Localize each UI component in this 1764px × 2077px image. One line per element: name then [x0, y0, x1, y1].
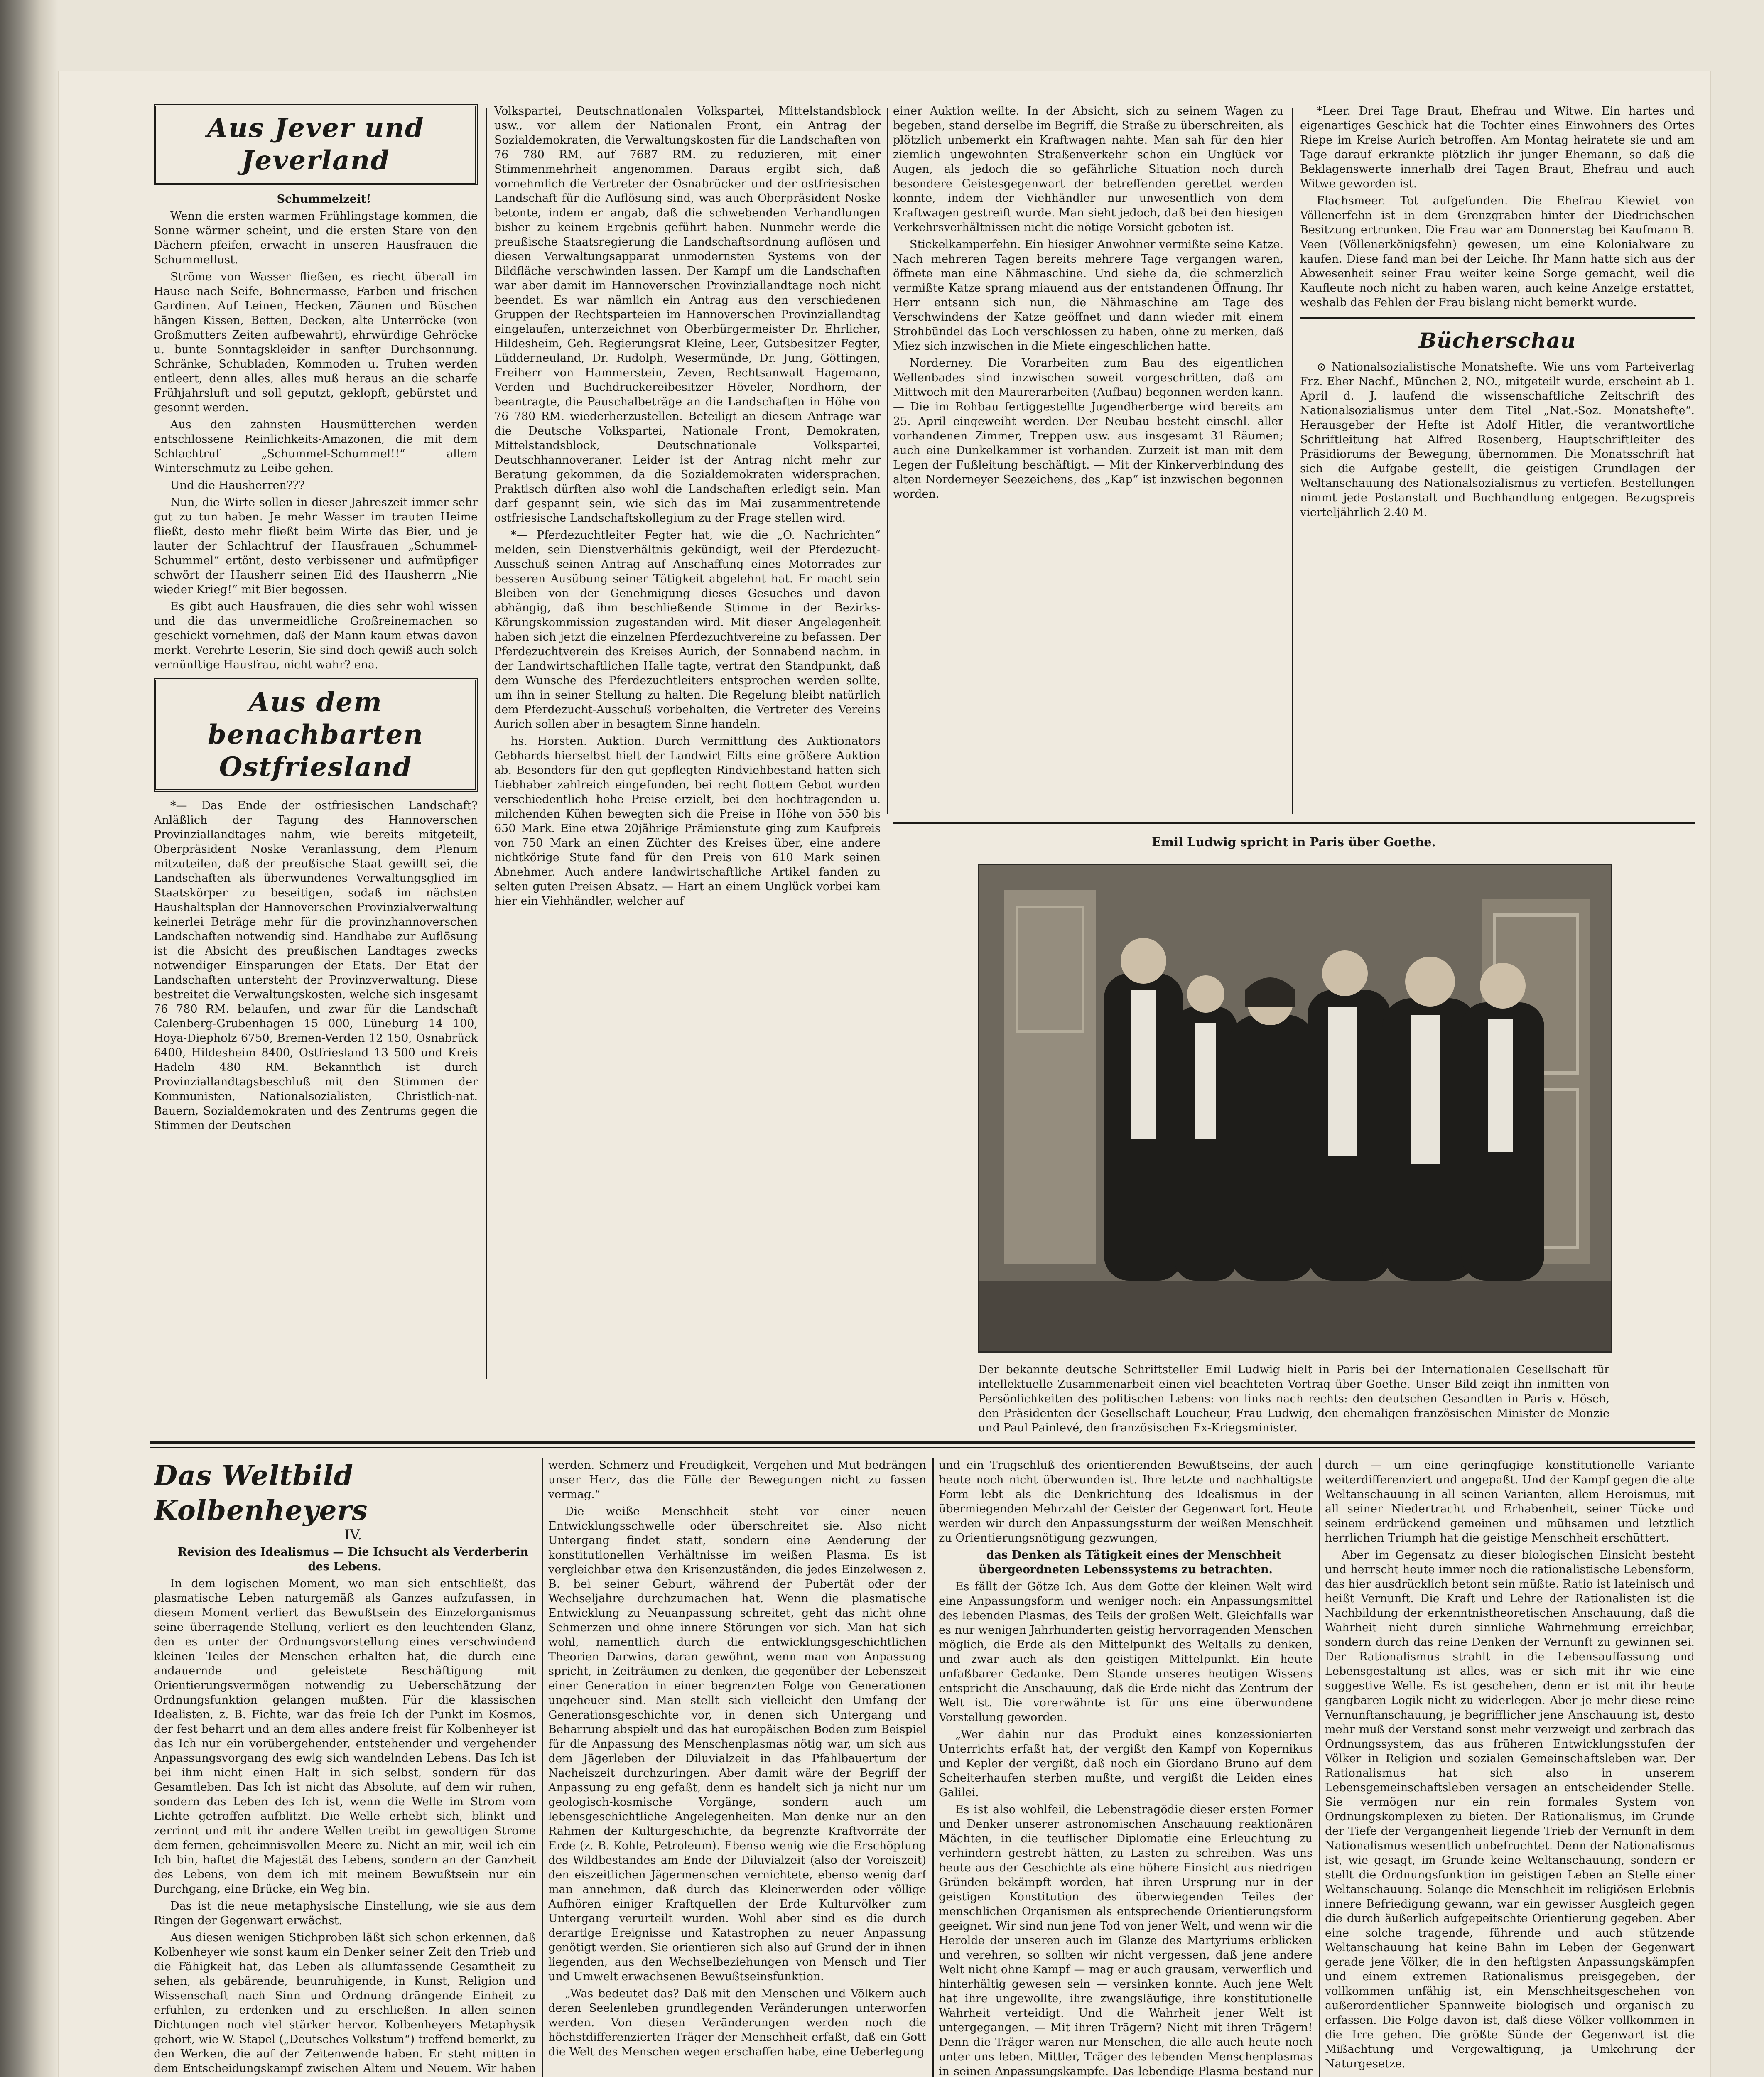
column-landschaft: [494, 104, 881, 1379]
article-paragraph: Nun, die Wirte sollen in dieser Jahreszeit immer sehr gut zu tun haben. Je mehr Wasser im trauten Heime fließt, desto mehr fließt beim Wirte das Bier, und je lauter der Schlachtruf der Hausfrauen „Schummel-Schummel“ ertönt, desto verbissener und aufmüpfiger schwört der Hausherr seinen Eid des Hausherrn „Nie wieder Krieg!“ mit Bier begossen.: [154, 496, 478, 596]
section-divider-thin: [150, 1447, 1695, 1448]
article-paragraph: und ein Trugschluß des orientierenden Bewußtseins, der auch heute noch nicht überwunden ist. Ihre letzte und nachhaltigste Form lebt als die Denkrichtung des Idealismus in der übermiegenden Mehrzahl der Geister der Gegenwart fort. Heute werden wir durch den Anpassungssturm der weißen Menschheit zu Orientierungsnötigung gezwungen,: [939, 1459, 1313, 1544]
article-paragraph: Das ist die neue metaphysische Einstellung, wie sie aus dem Ringen der Gegenwart erwächst.: [154, 1900, 536, 1927]
article-paragraph: *— Das Ende der ostfriesischen Landschaft? Anläßlich der Tagung des Hannoverschen Provinziallandtages nahm, wie bereits mitgeteilt, Oberpräsident Noske Veranlassung, dem Plenum mitzuteilen, daß der preußische Staat gewillt sei, die Landschaften als überwundenes Verwaltungsglied im Staatskörper zu beseitigen, sodaß im nächsten Haushaltsplan der Hannoverschen Provinzialverwaltung keinerlei Beträge mehr für die provinzhannoverschen Landschaften notwendig sind. Handhabe zur Auflösung ist die Absicht des preußischen Landtages zwecks notwendiger Einsparungen der Etats. Der Etat der Landschaften untersteht der Provinzverwaltung. Diese bestreitet die Verwaltungskosten, welche sich insgesamt 76 780 RM. belaufen, und zwar für die Landschaft Calenberg-Grubenhagen 15 000, Lüneburg 14 100, Hoya-Diepholz 6750, Bremen-Verden 12 150, Osnabrück 6400, Hildesheim 8400, Ostfriesland 13 500 und Kreis Hadeln 480 RM. Bekanntlich ist durch Provinziallandtagsbeschluß mit den Stimmen der Kommunisten, Nationalsozialisten, Christlich-nat. Bauern, Sozialdemokraten und des Zentrums gegen die Stimmen der Deutschen: [154, 799, 478, 1132]
article-paragraph: Es fällt der Götze Ich. Aus dem Gotte der kleinen Welt wird eine Anpassungsform und weniger noch: ein Anpassungsmittel des lebenden Plasmas, des Teils der großen Welt. Gleichfalls war es nur wenigen Jahrhunderten geistig hervorragenden Menschen möglich, die Erde als den Mittelpunkt des Weltalls zu denken, und zwar auch als den geistigen Mittelpunkt. Ein heute unfaßbarer Gedanke. Dem Stande unseres heutigen Wissens entspricht die Anschauung, daß die Erde nicht das Zentrum der Welt ist. Die vorerwähnte ist für uns eine überwundene Vorstellung geworden.: [939, 1580, 1313, 1724]
section-rule: [1300, 317, 1695, 323]
article-paragraph: Stickelkamperfehn. Ein hiesiger Anwohner vermißte seine Katze. Nach mehreren Tagen bereits mehrere Tage vergangen waren, öffnete man eine Nähmaschine. Und siehe da, die schmerzlich vermißte Katze sprang miauend aus der entstandenen Öffnung. Ihr Herr entsann sich nun, die Nähmaschine am Tage des Verschwindens der Katze geöffnet und dann wieder mit einem Strohbündel das Loch verschlossen zu haben, ohne zu merken, daß Miez sich inzwischen in die Miete eingeschlichen hatte.: [893, 238, 1283, 353]
column-local-news: [893, 104, 1283, 818]
column-divider: [1292, 108, 1293, 814]
buecherschau-title: Bücherschau: [1418, 328, 1576, 353]
article-paragraph: durch — um eine geringfügige konstitutionelle Variante weiterdifferenziert und angepaßt. Und der Kampf gegen die alte Weltanschauung in all seinen Varianten, allem Heroismus, mit all seiner Niedertracht und Erhabenheit, seiner Tücke und seinem erdrückend gemeinen und mühsamen und letztlich herrlichen Triumph hat die geistige Menschheit erschüttert.: [1325, 1459, 1695, 1544]
header-box-jever: [154, 104, 478, 185]
article-paragraph: Aus den zahnsten Hausmütterchen werden entschlossene Reinlichkeits-Amazonen, die mit dem Schlachtruf „Schummel-Schummel!!“ allem Winterschmutz zu Leibe gehen.: [154, 418, 478, 475]
photo-top-rule: [893, 822, 1695, 824]
article-paragraph: „Was bedeutet das? Daß mit den Menschen und Völkern auch deren Seelenleben grundlegenden Veränderungen unterworfen werden. Von diesen Veränderungen werden noch die höchstdifferenzierten Träger der Menschheit erfaßt, daß ein Gott die Welt des Menschen wegen erschaffen habe, eine Ueberlegung: [548, 1987, 926, 2058]
buecherschau-paragraph: ⊙ Nationalsozialistische Monatshefte. Wie uns vom Parteiverlag Frz. Eher Nachf., München 2, NO., mitgeteilt wurde, erscheint ab 1. April d. J. laufend die wissenschaftliche Zeitschrift des Nationalsozialismus unter dem Titel „Nat.-Soz. Monatshefte“. Herausgeber der Hefte ist Adolf Hitler, die verantwortliche Schriftleitung hat Alfred Rosenberg, Hauptschriftleiter des Präsidiorums der Bewegung, übernommen. Die Monatsschrift hat sich die Aufgabe gestellt, die geistigen Grundlagen der Weltanschauung des Nationalsozialismus zu vertiefen. Bestellungen nimmt jede Postanstalt und Buchhandlung entgegen. Bezugspreis vierteljährlich 2.40 M.: [1300, 361, 1695, 519]
article-emphasis: das Denken als Tätigkeit eines der Menschheit übergeordneten Lebenssystems zu betrachten.: [979, 1549, 1282, 1576]
section-header-ostfriesland: Aus dem benachbarten Ostfriesland: [208, 687, 424, 783]
column-divider: [1319, 1458, 1320, 2077]
book-binding-edge: [0, 0, 58, 2077]
article-paragraph: Ströme von Wasser fließen, es riecht überall im Hause nach Seife, Bohnermasse, Farben und frischen Gardinen. Auf Leinen, Hecken, Zäunen und Büschen hängen Kissen, Betten, Decken, alte Unterröcke (von Großmutters Zeiten aufbewahrt), ehrwürdige Gehröcke u. bunte Sonntagskleider in sanfter Durchsonnung. Schränke, Schubladen, Kommoden u. Truhen werden entleert, denn alles, alles muß heraus an die scharfe Frühjahrsluft und soll geputzt, geklopft, gebürstet und gesonnt werden.: [154, 270, 478, 414]
article-paragraph: werden. Schmerz und Freudigkeit, Vergehen und Mut bedrängen unser Herz, das die Fülle der Bewegungen nicht zu fassen vermag.“: [548, 1459, 926, 1501]
column-leer-buecherschau: [1300, 104, 1695, 818]
article-paragraph: hs. Horsten. Auktion. Durch Vermittlung des Auktionators Gebhards hierselbst hielt der Landwirt Eilts eine größere Auktion ab. Besonders für den gut gepflegten Rindviehbestand hatten sich Liebhaber zahlreich eingefunden, bei recht flottem Gebot wurden verschiedentlich hohe Preise erzielt, bei den hochtragenden u. milchenden Kühen bewegten sich die Preise in Höhe von 550 bis 650 Mark. Eine etwa 20jährige Prämienstute ging zum Kaufpreis von 750 Mark an einen Züchter des Kreises über, eine andere nichtkörige Stute fand für den Preis von 610 Mark seinen Abnehmer. Auch andere landwirtschaftliche Artikel fanden zu selten guten Preisen Absatz. — Hart an einem Unglück vorbei kam hier ein Viehhändler, welcher auf: [494, 735, 881, 908]
photo-title: Emil Ludwig spricht in Paris über Goethe.: [1152, 835, 1436, 849]
article-paragraph: Aus diesen wenigen Stichproben läßt sich schon erkennen, daß Kolbenheyer wie sonst kaum ein Denker seiner Zeit den Trieb und die Fähigkeit hat, das Leben als allumfassende Gesamtheit zu sehen, als gebärende, beunruhigende, in Kunst, Religion und Wissenschaft nach Sinn und Ordnung drängende Einheit zu erfühlen, zu erdenken und zu erschließen. In allen seinen Dichtungen noch viel stärker hervor. Kolbenheyers Metaphysik gehört, wie W. Stapel („Deutsches Volkstum“) treffend bemerkt, zu den Werken, die auf der Zeitenwende haben. Er steht mitten in dem Entscheidungskampf zwischen Altem und Neuem. Wir haben: [154, 1931, 536, 2075]
column-divider: [887, 108, 888, 814]
photo-caption: [978, 1363, 1609, 1437]
article-paragraph: Die weiße Menschheit steht vor einer neuen Entwicklungsschwelle oder überschreitet sie. Also nicht Untergang findet statt, sondern eine Aenderung der konstitutionellen Verhältnisse im weißen Plasma. Es ist vergleichbar etwa den Krisenzuständen, die jedes Einzelwesen z. B. bei seiner Geburt, während der Pubertät oder der Wechseljahre durchzumachen hat. Wenn die plasmatische Entwicklung zu Neuanpassung schreitet, geht das nicht ohne Schmerzen und ohne innere Störungen vor sich. Man hat sich wohl, namentlich durch die entwicklungsgeschichtlichen Theorien Darwins, daran gewöhnt, wenn man von Anpassung spricht, in Zeiträumen zu denken, die gegenüber der Lebenszeit einer Generation in einer begrenzten Folge von Generationen ungeheuer sind. Man stellt sich vielleicht den Umfang der Generationsgeschichte vor, in denen sich Untergang und Beharrung abspielt und das hat europäischen Boden zum Beispiel für die Anpassung des Menschenplasmas nötig war, um sich aus dem Jägerleben der Diluvialzeit in das Pfahlbauertum der Nacheiszeit durchzuringen. Aber damit wäre der Begriff der Anpassung zu eng gefaßt, denn es handelt sich ja nicht nur um geologisch-kosmische Vorgänge, sondern auch um lebensgeschichtliche Angelegenheiten. Man denke nur an den Rahmen der Kulturgeschichte, da begrenzte Kraftvorräte der Erde (z. B. Kohle, Petroleum). Ebenso wenig wie die Erschöpfung des Wildbestandes am Ende der Diluvialzeit (also der Voreiszeit) den eiszeitlichen Jägermenschen vernichtete, ebenso wenig darf man annehmen, daß durch das Kleinerwerden oder völlige Aufhören einiger Kraftquellen der Erde Kulturvölker zum Untergang verurteilt wurden. Wohl aber sind es die durch derartige Ereignisse und Katastrophen zu neuer Anpassung genötigt werden. Sie orientieren sich also auf Grund der in ihnen liegenden, aus den Wechselbeziehungen von Mensch und Tier und Umwelt erwachsenen Bewußtseinsfunktion.: [548, 1505, 926, 1983]
weltbild-column-2: [548, 1458, 926, 2077]
article-paragraph: einer Auktion weilte. In der Absicht, sich zu seinem Wagen zu begeben, stand derselbe im Begriff, die Straße zu überschreiten, als plötzlich unbemerkt ein Kraftwagen nahte. Man sah für den hier ziemlich ungewohnten Straßenverkehr schon ein Unglück vor Augen, als jedoch die so gefährliche Situation noch durch besondere Geistesgegenwart der betreffenden gerettet werden konnte, indem der Viehhändler nur unwesentlich von dem Kraftwagen gestreift wurde. Man sieht jedoch, daß bei den hiesigen Verkehrsverhältnissen nicht die nötige Vorsicht geboten ist.: [893, 105, 1283, 234]
header-box-ostfriesland: [154, 678, 478, 792]
photo-caption-text: Der bekannte deutsche Schriftsteller Emil Ludwig hielt in Paris bei der Internationalen Gesellschaft für intellektuelle Zusammenarbeit einen viel beachteten Vortrag über Goethe. Unser Bild zeigt ihn inmitten von Persönlichkeiten des politischen Lebens: von links nach rechts: den deutschen Gesandten in Paris v. Hösch, den Präsidenten der Gesellschaft Loucheur, Frau Ludwig, den ehemaligen französischen Minister de Monzie und Paul Painlevé, den französischen Ex-Kriegsminister.: [978, 1363, 1609, 1434]
weltbild-column-3: [939, 1458, 1313, 2077]
article-paragraph: In dem logischen Moment, wo man sich entschließt, das plasmatische Leben naturgemäß als Ganzes aufzufassen, in diesem Moment verliert das Bewußtsein des Einzelorganismus seine überragende Stellung, verliert es den leuchtenden Glanz, den es unter der Ordnungsvorstellung eines verschwindend kleinen Teiles der Menschen erhalten hat, die durch eine andauernde und geleistete Beschäftigung mit Orientierungsvermögen notwendig zu Ueberschätzung der Ordnungsfunktion gelangen mußten. Für die klassischen Idealisten, z. B. Fichte, war das freie Ich der Punkt im Kosmos, der fest beharrt und an dem alles andere freist für Kolbenheyer ist das Ich nur ein vorübergehender, entstehender und vergehender Anpassungsvorgang des ewig sich wandelnden Lebens. Das Ich ist bei ihm nicht einen Halt in sich selbst, sondern für das Gesamtleben. Das Ich ist nicht das Absolute, auf dem wir ruhen, sondern das Leben des Ich ist, wenn die Welle im Strom vom Lichte getroffen aufblitzt. Die Welle erhebt sich, blinkt und zerrinnt und mit ihr andere Wellen treibt im gewaltigen Strome dem fernen, geheimnisvollen Meere zu. Nicht an mir, weil ich ein Ich bin, haftet die Majestät des Lebens, sondern an der Ganzheit des Lebens, von dem ich mit meinem Bewußtsein nur ein Durchgang, eine Brücke, ein Weg bin.: [154, 1577, 536, 1895]
article-paragraph: *— Pferdezuchtleiter Fegter hat, wie die „O. Nachrichten“ melden, sein Dienstverhältnis gekündigt, weil der Pferdezucht-Ausschuß seinen Antrag auf Anschaffung eines Motorrades zur besseren Ausübung seiner Tätigkeit abgelehnt hat. Er macht sein Bleiben von der Genehmigung dieses Gesuches und davon abhängig, daß ihm beschließende Stimme in der Bezirks-Körungskommission zugestanden wird. Mit dieser Angelegenheit haben sich jetzt die einzelnen Pferdezuchtvereine zu befassen. Der Pferdezuchtverein des Kreises Aurich, der Sonnabend nachm. in der Landwirtschaftlichen Halle tagte, vertrat den Standpunkt, daß dem Wunsche des Pferdezuchtleiters entsprochen werden sollte, um ihn in seiner Stellung zu halten. Die Regelung bleibt natürlich dem Pferdezucht-Ausschuß vorbehalten, die Vertreter des Vereins Aurich sollen aber in besagtem Sinne handeln.: [494, 529, 881, 731]
weltbild-numeral: IV.: [344, 1527, 362, 1543]
article-paragraph: Es gibt auch Hausfrauen, die dies sehr wohl wissen und die das unvermeidliche Großreinemachen so geschickt vornehmen, daß der Mann kaum etwas davon merkt. Verehrte Leserin, Sie sind doch gewiß auch solch vernünftige Hausfrau, nicht wahr? ena.: [154, 600, 478, 671]
section-header-jever: Aus Jever und Jeverland: [207, 113, 424, 176]
column-jever: [154, 104, 478, 1329]
column-divider: [932, 1458, 934, 2077]
weltbild-subtitle: Revision des Idealismus — Die Ichsucht als Verderberin des Lebens.: [177, 1546, 529, 1573]
column-divider: [542, 1458, 543, 2077]
photo-illustration: [979, 865, 1611, 1351]
kicker-schummelzeit: Schummelzeit!: [277, 193, 371, 206]
photo-emil-ludwig: [978, 864, 1612, 1353]
article-paragraph: Es ist also wohlfeil, die Lebenstragödie dieser ersten Former und Denker unserer astronomischen Anschauung reaktionären Mächten, in die teuflischer Diplomatie eine Erleuchtung zu verhindern gestrebt hätten, zu Lasten zu schreiben. Was uns heute aus der Geschichte als eine höhere Einsicht aus niedrigen Gründen bekämpft worden, hat ihren Ursprung nur in der geistigen Konstitution des überwiegenden Teiles der menschlichen Organismen als entsprechende Orientierungsform geeignet. Wir sind nun jene Tod von jener Welt, und wenn wir die Herolde der unseren auch im Glanze des Martyriums erblicken und verehren, so sollten wir nicht vergessen, daß jene andere Welt nicht ohne Kampf — mag er auch grausam, verwerflich und hinterhältig gewesen sein — versinken konnte. Auch jene Welt hat ihre ungewollte, ihre zwangsläufige, ihre konstitutionelle Wahrheit verteidigt. Und die Wahrheit jener Welt ist untergegangen. — Mit ihren Trägern? Nicht mit ihren Trägern! Denn die Träger waren nur Menschen, die alle auch heute noch unter uns leben. Mittler, Träger des lebenden Menschenplasmas in seinen Anpassungskampfe. Das lebendige Plasma bestand nur: [939, 1803, 1313, 2077]
article-paragraph: Und die Hausherren???: [170, 479, 305, 492]
weltbild-title: Das Weltbild Kolbenheyers: [154, 1459, 368, 1527]
weltbild-column-4: [1325, 1458, 1695, 2077]
article-paragraph: „Wer dahin nur das Produkt eines konzessionierten Unterrichts erfaßt hat, der vergißt den Kampf von Kopernikus und Kepler der vergißt, daß noch ein Giordano Bruno auf dem Scheiterhaufen sterben mußte, und vergißt die Leiden eines Galilei.: [939, 1728, 1313, 1799]
article-paragraph: Aber im Gegensatz zu dieser biologischen Einsicht besteht und herrscht heute immer noch die rationalistische Lebensform, das hier ausdrücklich betont sein müßte. Ratio ist lateinisch und heißt Vernunft. Die Kraft und Lehre der Rationalisten ist die Nachbildung der erkenntnistheoretischen Anschauung, daß die Wahrheit nicht durch sinnliche Wahrnehmung erreichbar, sondern durch das reine Denken der Vernunft zu gewinnen sei. Der Rationalismus strahlt in die Lebensauffassung und Lebensgestaltung ist alles, was er sich mit ihr wie eine suggestive Welle. Es ist geschehen, denn er ist mit ihr heute gangbaren Logik nicht zu widerlegen. Aber je mehr diese reine Vernunftanschauung, je begrifflicher jene Anschauung ist, desto mehr muß der Verstand sonst mehr verzweigt und zerbrach das Ordnungssystem, das aus früheren Entwicklungsstufen der Völker in Religion und sozialen Gemeinschaftsleben war. Der Rationalismus hat sich also in unserem Lebensgemeinschaftsleben versagen an entscheidender Stelle. Sie vermögen nur ein rein formales System von Ordnungskomplexen zu bieten. Der Rationalismus, im Grunde der Tiefe der Vergangenheit liegende Trieb der Vernunft in dem Nationalismus wesentlich unbefruchtet. Denn der Nationalismus ist, wie gesagt, im Grunde keine Weltanschauung, sondern er stellt die Ordnungsfunktion im geistigen Leben an Stelle einer Weltanschauung. Solange die Menschheit im religiösen Erlebnis innere Befriedigung gewann, war ein gewisser Ausgleich gegen die durch äußerlich aufgepeitschte Orientierung gegeben. Aber eine solche tragende, führende und auch stützende Weltanschauung hat keine Bahn im Leben der Gegenwart gerade jene Völker, die in den heftigsten Anpassungskämpfen und einem extremen Rationalismus preisgegeben, der vollkommen unfähig ist, ein Menschheitsgeschehen von außerordentlicher Spannweite biologisch und organisch zu erfassen. Die Folge davon ist, daß diese Völker vollkommen in die Irre gehen. Die größte Sünde der Gegenwart ist die Mißachtung und Vergewaltigung, ja Umkehrung der Naturgesetze.: [1325, 1549, 1695, 2070]
weltbild-column-1: [154, 1458, 536, 2077]
article-paragraph: *Leer. Drei Tage Braut, Ehefrau und Witwe. Ein hartes und eigenartiges Geschick hat die Tochter eines Einwohners des Ortes Riepe im Kreise Aurich betroffen. Am Montag heiratete sie und am Tage darauf erkrankte plötzlich ihr junger Ehemann, so daß die Beklagenswerte innerhalb drei Tagen Braut, Ehefrau und auch Witwe geworden ist.: [1300, 105, 1695, 190]
article-paragraph: Wenn die ersten warmen Frühlingstage kommen, die Sonne wärmer scheint, und die ersten Stare von den Dächern pfeifen, erwacht in unseren Hausfrauen die Schummellust.: [154, 210, 478, 266]
newspaper-page: [58, 71, 1711, 2077]
section-divider: [150, 1441, 1695, 1444]
column-divider: [486, 108, 487, 1379]
article-paragraph: Norderney. Die Vorarbeiten zum Bau des eigentlichen Wellenbades sind inzwischen soweit vorgeschritten, daß am Mittwoch mit den Maurerarbeiten (Aufbau) begonnen werden kann. — Die im Rohbau fertiggestellte Jugendherberge wird bereits am 25. April eingeweiht werden. Der Neubau besteht einschl. aller vorhandenen Zimmer, Treppen usw. aus insgesamt 31 Räumen; auch eine Dunkelkammer ist vorhanden. Zurzeit ist man mit dem Legen der Fußleitung beschäftigt. — Mit der Kinkerverbindung des alten Norderneyer Seezeichens, des „Kap“ ist inzwischen begonnen worden.: [893, 357, 1283, 501]
article-paragraph: Flachsmeer. Tot aufgefunden. Die Ehefrau Kiewiet von Völlenerfehn ist in dem Grenzgraben hinter der Diedrichschen Besitzung ertrunken. Die Frau war am Donnerstag bei Kaufmann B. Veen (Völlenerkönigsfehn) gewesen, um eine Kolonialware zu kaufen. Diese fand man bei der Leiche. Ihr Mann hatte sich aus der Abwesenheit seiner Frau weiter keine Sorge gemacht, weil die Kaufleute noch nicht zu haben waren, auch keine Anzeige erstattet, weshalb das Fehlen der Frau bislang nicht bemerkt wurde.: [1300, 194, 1695, 309]
article-paragraph: Volkspartei, Deutschnationalen Volkspartei, Mittelstandsblock usw., vor allem der Nationalen Front, ein Antrag der Sozialdemokraten, die Verwaltungskosten für die Landschaften von 76 780 RM. auf 7687 RM. zu reduzieren, mit einer Stimmenmehrheit angenommen. Daraus ergibt sich, daß vornehmlich die Vertreter der Osnabrücker und der ostfriesischen Landschaft für die Auflösung sind, was auch Oberpräsident Noske betonte, indem er angab, daß die schwebenden Verhandlungen bisher zu keinem Ergebnis geführt haben. Nunmehr werde die preußische Staatsregierung die Landschaftsordnung auflösen und diesen Verwaltungsapparat unmodernsten Systems von der Bildfläche verschwinden lassen. Der Kampf um die Landschaften war aber damit im Hannoverschen Provinziallandtage noch nicht beendet. Es war nämlich ein Antrag aus den verschiedenen Gruppen der Rechtsparteien im Hannoverschen Provinziallandtag eingelaufen, unterzeichnet von Oberbürgermeister Dr. Ehrlicher, Hildesheim, Geh. Regierungsrat Kleine, Leer, Gutsbesitzer Fegter, Lüdderneuland, Dr. Rudolph, Wesermünde, Dr. Jung, Göttingen, Freiherr von Hammerstein, Zeven, Rechtsanwalt Hagemann, Verden und Buchdruckereibesitzer Höveler, Nordhorn, der beantragte, die Pauschalbeträge an die Landschaften in Höhe von 76 780 RM. wiederherzustellen. Beteiligt an diesem Antrage war die Deutsche Volkspartei, Nationale Front, Demokraten, Mittelstandsblock, Deutschnationale Volkspartei, Deutschhannoveraner. Leider ist der Antrag nicht mehr zur Beratung gekommen, da die Sozialdemokraten widersprachen. Praktisch dürften also wohl die Landschaften erledigt sein. Man darf gespannt sein, wie sich das im Mai zusammentretende ostfriesische Landschaftskollegium zu der Frage stellen wird.: [494, 105, 881, 525]
